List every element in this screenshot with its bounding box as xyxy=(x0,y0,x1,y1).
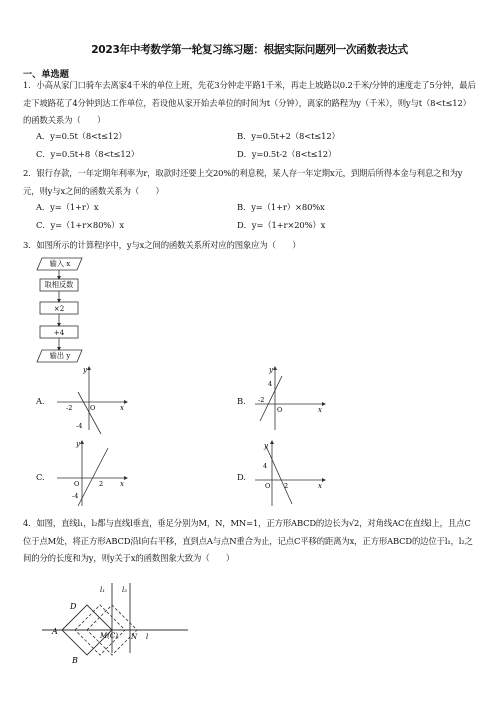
svg-text:x: x xyxy=(318,482,322,490)
svg-text:y: y xyxy=(264,442,268,450)
question-4-text: 4．如图，直线l₁，l₂都与直线l垂直，垂足分别为M，N，MN=1，正方形ABCD的边长为√2，对角线AC在直线l上，且点C位于点M处，将正方形ABCD沿l向右平移，直到点A与点N重合为止，记点C平移的距离为x，正方形ABCD的边位于l₁，l₂之间的分的长度和为y，则y关于x的函数图象大致为（ ） xyxy=(23,518,473,563)
label-d: D xyxy=(70,602,77,611)
q1-option-c[interactable]: C．y=0.5t+8（8<t≤12） xyxy=(36,149,139,159)
question-1-text: 1．小高从家门口骑车去离家4千米的单位上班，先花3分钟走平路1千米，再走上坡路以0.2千米/分钟的速度走了5分钟，最后走下坡路花了4分钟到达工作单位，若设他从家开始去单位的时间为t（分钟），离家的路程为y（千米），则y与t（8<t≤12）的函数关系为（ ） xyxy=(23,80,476,125)
q2-option-c[interactable]: C．y=（1+r×80%）x xyxy=(36,220,124,230)
svg-text:x: x xyxy=(120,480,124,488)
svg-text:-4: -4 xyxy=(72,492,79,500)
q3-option-b-label[interactable]: B. xyxy=(237,396,246,406)
svg-text:4: 4 xyxy=(268,380,273,388)
svg-text:-2: -2 xyxy=(258,396,265,404)
q3-graph-a[interactable] xyxy=(52,364,132,434)
question-2-text: 2．银行存款，一年定期年利率为r，取款时还要上交20%的利息税，某人存一年定期x元，到期后所得本金与利息之和为y元，则y与x之间的函数关系为（ ） xyxy=(23,168,463,196)
q4-figure xyxy=(40,578,190,688)
label-n: N xyxy=(131,633,138,641)
svg-text:2: 2 xyxy=(99,480,104,488)
page-title: 2023年中考数学第一轮复习练习题：根据实际问题列一次函数表达式 xyxy=(91,44,408,56)
q3-graph-b[interactable] xyxy=(250,364,330,434)
q3-graph-d[interactable] xyxy=(250,438,330,510)
svg-text:y: y xyxy=(76,440,80,448)
graph-c-line xyxy=(78,448,108,506)
flow-times2: ×2 xyxy=(53,303,65,313)
q2-option-d[interactable]: D．y=（1+r×20%）x xyxy=(237,220,326,230)
label-l2: l₂ xyxy=(122,586,128,594)
section-heading: 一、单选题 xyxy=(23,69,69,80)
svg-text:y: y xyxy=(83,366,87,374)
svg-text:2: 2 xyxy=(284,482,289,490)
svg-text:y: y xyxy=(269,366,273,374)
svg-text:-2: -2 xyxy=(66,404,73,412)
q3-option-a-label[interactable]: A. xyxy=(36,396,45,406)
svg-text:O: O xyxy=(90,404,96,412)
label-a: A xyxy=(52,627,58,636)
label-mc: M(C) xyxy=(100,632,118,640)
svg-text:O: O xyxy=(74,480,80,488)
svg-text:x: x xyxy=(318,406,322,414)
flow-plus4: +4 xyxy=(53,327,65,337)
q1-option-b[interactable]: B．y=0.5t+2（8<t≤12） xyxy=(237,131,340,141)
svg-text:x: x xyxy=(120,404,124,412)
q3-option-d-label[interactable]: D. xyxy=(237,472,246,482)
q2-option-b[interactable]: B．y=（1+r）×80%x xyxy=(237,202,325,212)
label-l: l xyxy=(146,633,149,641)
q2-option-a[interactable]: A．y=（1+r）x xyxy=(36,202,99,212)
svg-text:-4: -4 xyxy=(76,422,83,430)
svg-text:4: 4 xyxy=(263,462,268,470)
graph-d-line xyxy=(266,446,292,504)
question-3-text: 3．如图所示的计算程序中，y与x之间的函数关系所对应的图象应为（ ） xyxy=(23,240,301,250)
label-l1: l₁ xyxy=(100,586,106,594)
label-b: B xyxy=(72,656,78,665)
flow-negate: 取相反数 xyxy=(44,280,74,289)
svg-text:O: O xyxy=(277,406,283,414)
flow-output: 输出 y xyxy=(49,351,71,360)
q1-option-a[interactable]: A．y=0.5t（8<t≤12） xyxy=(36,131,127,141)
q3-option-c-label[interactable]: C. xyxy=(36,472,45,482)
flow-input: 输入 x xyxy=(49,259,71,268)
q3-graph-c[interactable] xyxy=(52,438,132,510)
svg-text:O: O xyxy=(265,482,271,490)
q1-option-d[interactable]: D．y=0.5t-2（8<t≤12） xyxy=(237,149,337,159)
